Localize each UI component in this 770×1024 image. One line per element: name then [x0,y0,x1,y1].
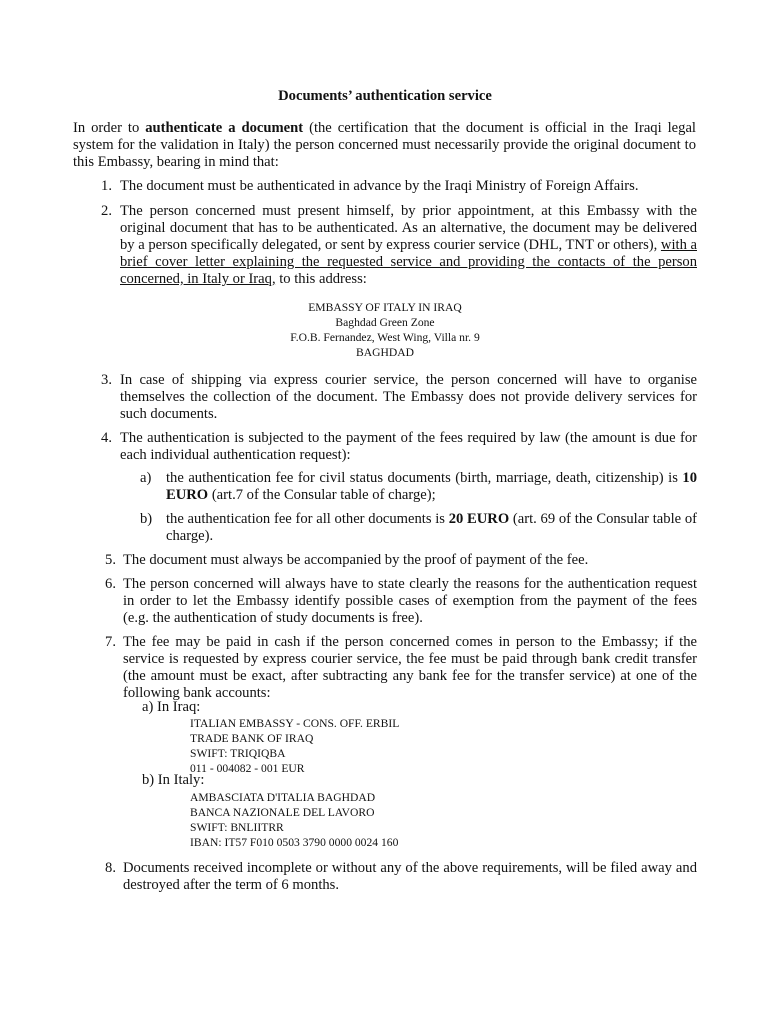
sub-item-text: the authentication fee for civil status documents (birth, marriage, death, citizenship) is [166,470,683,486]
bank-line: 011 - 004082 - 001 EUR [190,762,305,775]
sub-item-text-end: (art.7 of the Consular table of charge); [208,487,436,503]
list-number: 8. [105,860,116,876]
intro-text-end: (the certification that the document is official in the Iraqi legal system for the validation in Italy) the person concerned must necessarily provide the original document to this Embassy, bearing in mind that: [73,120,696,170]
address-line: BAGHDAD [356,346,414,359]
fee-amount: 20 EURO [448,511,510,527]
sub-item-label: b) [140,511,153,527]
bank-line: SWIFT: TRIQIQBA [190,747,286,760]
list-item: The document must always be accompanied by the proof of payment of the fee. [123,552,589,568]
list-item: Documents received incomplete or without any of the above requirements, will be filed away and destroyed after the term of 6 months. [123,860,697,893]
address-line: EMBASSY OF ITALY IN IRAQ [308,301,462,314]
sub-item-label: a) [140,470,152,486]
list-item: The fee may be paid in cash if the person concerned comes in person to the Embassy; if the service is requested by express courier service, the fee must be paid through bank credit transfer (the amount must be exact, after subtracting any bank fee for the transfer service) at one of the following bank accounts: [123,634,697,701]
list-item: In case of shipping via express courier service, the person concerned will have to organise themselves the collection of the document. The Embassy does not provide delivery services for such documents. [120,372,697,422]
bank-line: SWIFT: BNLIITRR [190,821,284,834]
sub-item [166,511,697,545]
list-number: 4. [101,430,112,446]
sub-item [166,470,697,504]
bank-section-label: b) In Italy: [142,772,205,788]
bank-section-label: a) In Iraq: [142,699,201,715]
intro-text: In order to [73,120,146,136]
list-item-text: The person concerned must present himself, by prior appointment, at this Embassy with the original document that has to be authenticated. As an alternative, the document may be delivered by a person specifically delegated, or sent by express courier service (DHL, TNT or others), [120,203,697,253]
list-number: 1. [101,178,112,194]
list-item: The authentication is subjected to the payment of the fees required by law (the amount is due for each individual authentication request): [120,430,697,463]
list-item: The person concerned will always have to state clearly the reasons for the authentication request in order to let the Embassy identify possible cases of exemption from the payment of the fees (e.g. the authentication of study documents is free). [123,576,697,626]
address-line: F.O.B. Fernandez, West Wing, Villa nr. 9 [290,331,480,344]
list-item [120,203,697,288]
bank-line: BANCA NAZIONALE DEL LAVORO [190,806,375,819]
underlined-text: with a brief cover letter explaining the requested service and providing the contacts of the person concerned, in Italy or Iraq, [120,237,697,287]
list-number: 6. [105,576,116,592]
list-item-text-end: to this address: [275,271,367,287]
list-number: 7. [105,634,116,650]
bank-line: ITALIAN EMBASSY - CONS. OFF. ERBIL [190,717,400,730]
bank-line: AMBASCIATA D'ITALIA BAGHDAD [190,791,376,804]
intro-paragraph [73,120,696,171]
address-line: Baghdad Green Zone [335,316,435,329]
sub-item-text-end: (art. 69 of the Consular table of charge). [166,511,698,544]
fee-amount: 10 EURO [166,470,697,503]
page-title: Documents’ authentication service [278,88,492,104]
bank-line: IBAN: IT57 F010 0503 3790 0000 0024 160 [190,836,399,849]
list-number: 5. [105,552,116,568]
sub-item-text: the authentication fee for all other documents is [166,511,449,527]
list-number: 2. [101,203,112,219]
intro-bold-text: authenticate a document [145,120,304,136]
list-number: 3. [101,372,112,388]
bank-line: TRADE BANK OF IRAQ [190,732,314,745]
list-item: The document must be authenticated in advance by the Iraqi Ministry of Foreign Affairs. [120,178,639,194]
